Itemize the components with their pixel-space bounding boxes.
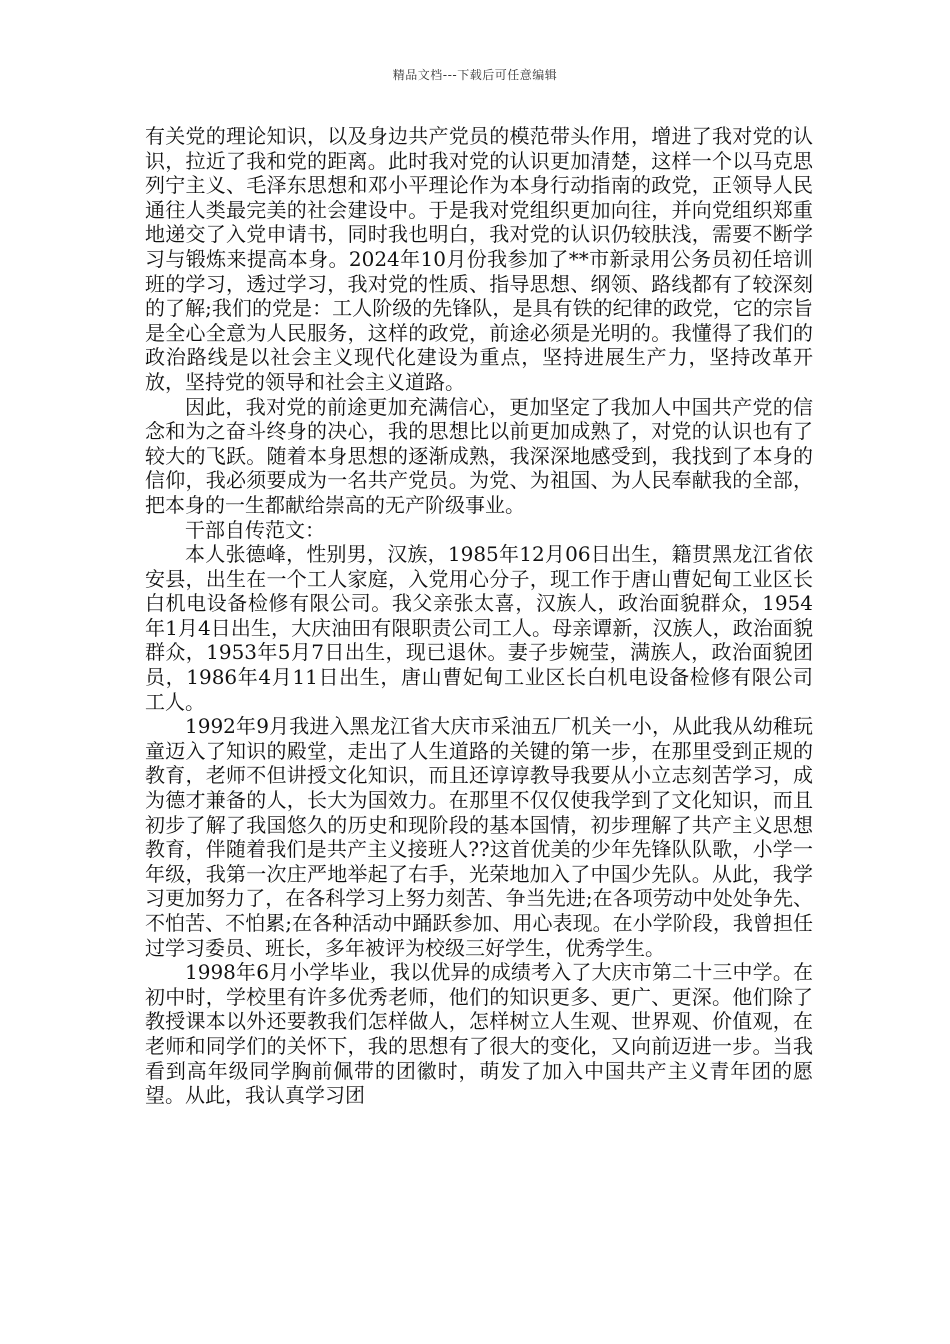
document-body bbox=[145, 124, 813, 1108]
page-header: 精品文档---下载后可任意编辑 bbox=[392, 68, 558, 82]
paragraph-4: 1992年9月我进入黑龙江省大庆市采油五厂机关一小，从此我从幼稚玩童迈入了知识的殿堂，走出了人生道路的关键的第一步，在那里受到正规的教育，老师不但讲授文化知识，而且还谆谆教导我要从小立志刻苦学习，成为德才兼备的人，长大为国效力。在那里不仅仅使我学到了文化知识，而且初步了解了我国悠久的历史和现阶段的基本国情，初步理解了共产主义思想教育，伴随着我们是共产主义接班人??这首优美的少年先锋队队歌，小学一年级，我第一次庄严地举起了右手，光荣地加入了中国少先队。从此，我学习更加努力了，在各科学习上努力刻苦、争当先进;在各项劳动中处处争先、不怕苦、不怕累;在各种活动中踊跃参加、用心表现。在小学阶段，我曾担任过学习委员、班长，多年被评为校级三好学生，优秀学生。 bbox=[145, 714, 813, 960]
paragraph-2: 因此，我对党的前途更加充满信心，更加坚定了我加人中国共产党的信念和为之奋斗终身的决心，我的思想比以前更加成熟了，对党的认识也有了较大的飞跃。随着本身思想的逐渐成熟，我深深地感受到，我找到了本身的信仰，我必须要成为一名共产党员。为党、为祖国、为人民奉献我的全部，把本身的一生都献给崇高的无产阶级事业。 bbox=[145, 394, 813, 517]
paragraph-3: 本人张德峰，性别男，汉族，1985年12月06日出生，籍贯黑龙江省依安县，出生在一个工人家庭，入党用心分子，现工作于唐山曹妃甸工业区长白机电设备检修有限公司。我父亲张太喜，汉族人，政治面貌群众，1954年1月4日出生，大庆油田有限职责公司工人。母亲谭新，汉族人，政治面貌群众，1953年5月7日出生，现已退休。妻子步婉莹，满族人，政治面貌团员，1986年4月11日出生，唐山曹妃甸工业区长白机电设备检修有限公司工人。 bbox=[145, 542, 813, 714]
paragraph-5: 1998年6月小学毕业，我以优异的成绩考入了大庆市第二十三中学。在初中时，学校里有许多优秀老师，他们的知识更多、更广、更深。他们除了教授课本以外还要教我们怎样做人，怎样树立人生观、世界观、价值观，在老师和同学们的关怀下，我的思想有了很大的变化，又向前迈进一步。当我看到高年级同学胸前佩带的团徽时，萌发了加入中国共产主义青年团的愿望。从此，我认真学习团 bbox=[145, 960, 813, 1108]
paragraph-1: 有关党的理论知识，以及身边共产党员的模范带头作用，增进了我对党的认识，拉近了我和党的距离。此时我对党的认识更加清楚，这样一个以马克思列宁主义、毛泽东思想和邓小平理论作为本身行动指南的政党，正领导人民通往人类最完美的社会建设中。于是我对党组织更加向往，并向党组织郑重地递交了入党申请书，同时我也明白，我对党的认识仍较肤浅，需要不断学习与锻炼来提高本身。2024年10月份我参加了**市新录用公务员初任培训班的学习，透过学习，我对党的性质、指导思想、纲领、路线都有了较深刻的了解;我们的党是：工人阶级的先锋队，是具有铁的纪律的政党，它的宗旨是全心全意为人民服务，这样的政党，前途必须是光明的。我懂得了我们的政治路线是以社会主义现代化建设为重点，坚持进展生产力，坚持改革开放，坚持党的领导和社会主义道路。 bbox=[145, 124, 813, 394]
section-heading: 干部自传范文： bbox=[185, 517, 325, 542]
